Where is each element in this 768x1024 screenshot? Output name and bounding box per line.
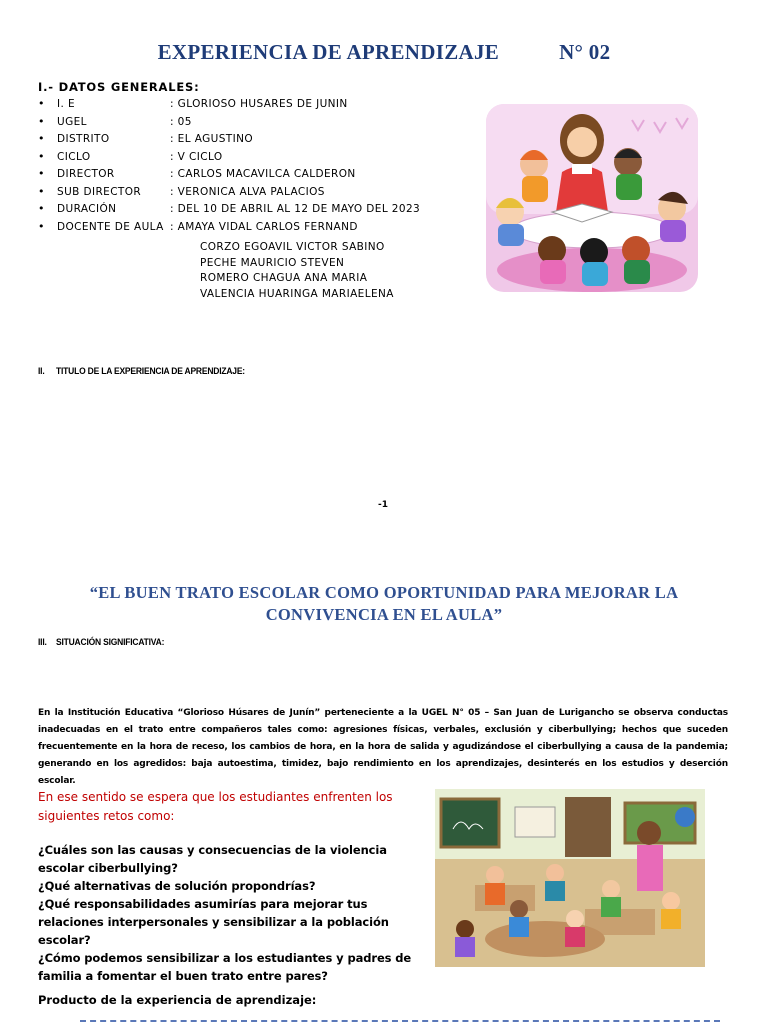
classroom-illustration [435, 789, 705, 967]
title-text: EXPERIENCIA DE APRENDIZAJE [157, 40, 500, 64]
experience-title-line: “EL BUEN TRATO ESCOLAR COMO OPORTUNIDAD PARA MEJORAR LA [89, 583, 679, 602]
page-number: -1 [378, 500, 388, 510]
experience-number: N° 02 [559, 40, 611, 64]
section-general-data-heading: I.- DATOS GENERALES: [38, 80, 200, 94]
question-item: ¿Cuáles son las causas y consecuencias de la violencia escolar ciberbullying? [38, 843, 387, 875]
dashed-divider [80, 1020, 720, 1022]
challenge-intro: En ese sentido se espera que los estudiantes enfrenten los siguientes retos como: [38, 790, 393, 823]
teacher-name: VALENCIA HUARINGA MARIAELENA [200, 287, 394, 300]
section-situation-heading: III. SITUACIÓN SIGNIFICATIVA: [38, 636, 165, 648]
experience-title [30, 582, 738, 626]
situation-paragraph: En la Institución Educativa “Glorioso Húsares de Junín” perteneciente a la UGEL N° 05 – San Juan de Lurigancho se observa conductas inadecuadas en el trato entre compañeros tales como: agresiones físicas, verbales, exclusión y ciberbullying; hechos que suceden frecuentemente en la hora de receso, los cambios de hora, en la hora de salida y agudizándose el ciberbullying a causa de la pandemia; generando en los agredidos: baja autoestima, timidez, bajo rendimiento en los aprendizajes, desinterés en los estudios y deserción escolar. [38, 708, 728, 786]
teacher-names [200, 240, 394, 302]
section-title-heading: II. TITULO DE LA EXPERIENCIA DE APRENDIZAJE: [38, 365, 245, 377]
experience-title-line: CONVIVENCIA EN EL AULA” [265, 605, 503, 624]
product-label: Producto de la experiencia de aprendizaje: [38, 993, 317, 1007]
question-item: ¿Qué responsabilidades asumirías para mejorar tus relaciones interpersonales y sensibilizar a la población escolar? [38, 897, 389, 947]
teacher-name: ROMERO CHAGUA ANA MARIA [200, 272, 368, 284]
challenge-questions [38, 841, 424, 985]
teacher-reading-illustration [482, 100, 702, 296]
document-title [0, 40, 768, 65]
teacher-name: CORZO EGOAVIL VICTOR SABINO [200, 241, 385, 253]
question-item: ¿Qué alternativas de solución propondrías? [38, 879, 316, 893]
teacher-name: PECHE MAURICIO STEVEN [200, 256, 345, 269]
question-item: ¿Cómo podemos sensibilizar a los estudiantes y padres de familia a fomentar el buen trato entre pares? [38, 951, 412, 983]
